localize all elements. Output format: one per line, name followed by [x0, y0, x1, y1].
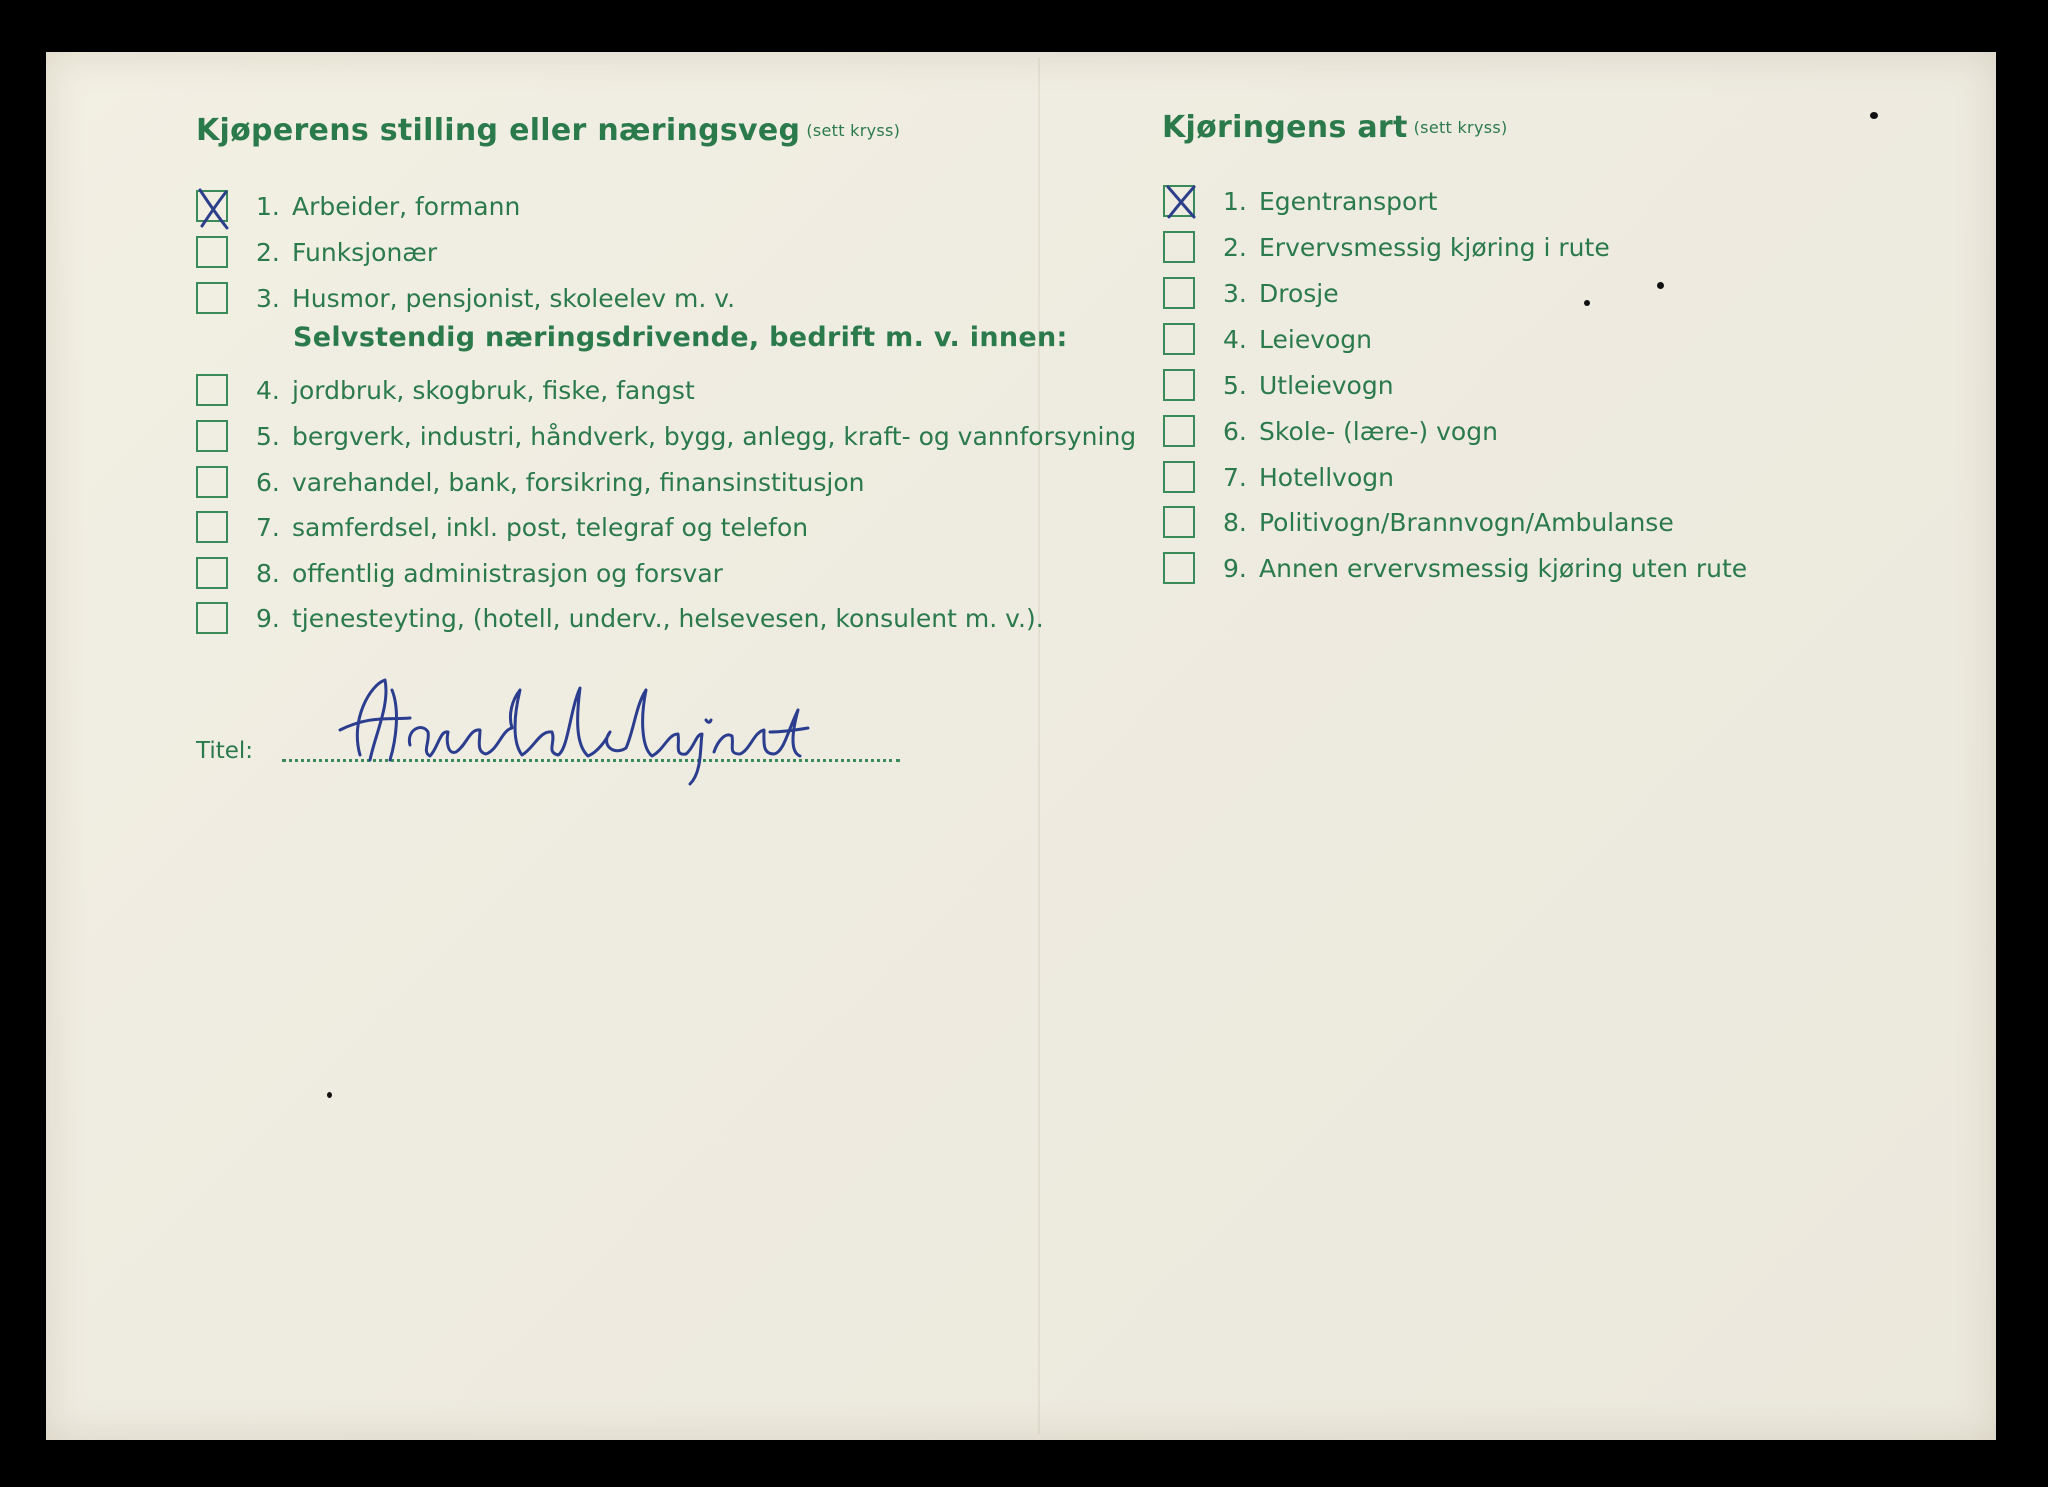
- driving-num-4: 4.: [1223, 325, 1247, 354]
- driving-num-8: 8.: [1223, 508, 1247, 537]
- driving-label-9: Annen ervervsmessig kjøring uten rute: [1259, 554, 1748, 583]
- buyer-occupation-heading: [196, 113, 900, 148]
- occupation-label-7: samferdsel, inkl. post, telegraf og telefon: [292, 513, 809, 542]
- driving-label-3: Drosje: [1259, 279, 1339, 308]
- driving-label-8: Politivogn/Brannvogn/Ambulanse: [1259, 508, 1674, 537]
- dust-speck: [327, 1092, 332, 1098]
- driving-checkbox-6[interactable]: [1163, 415, 1195, 447]
- occupation-label-9: tjenesteyting, (hotell, underv., helsevesen, konsulent m. v.).: [292, 604, 1044, 633]
- driving-checkbox-3[interactable]: [1163, 277, 1195, 309]
- self-employed-subheading: Selvstendig næringsdrivende, bedrift m. v. innen:: [293, 322, 1068, 353]
- driving-checkbox-8[interactable]: [1163, 506, 1195, 538]
- driving-checkbox-1[interactable]: [1163, 185, 1195, 217]
- driving-label-2: Ervervsmessig kjøring i rute: [1259, 233, 1610, 262]
- occupation-checkbox-5[interactable]: [196, 420, 228, 452]
- driving-num-9: 9.: [1223, 554, 1247, 583]
- driving-num-1: 1.: [1223, 187, 1247, 216]
- occupation-label-4: jordbruk, skogbruk, fiske, fangst: [292, 376, 695, 405]
- occupation-checkbox-1[interactable]: [196, 190, 228, 222]
- title-field-label: Titel:: [196, 738, 254, 764]
- driving-type-note: (sett kryss): [1413, 118, 1508, 137]
- driving-label-1: Egentransport: [1259, 187, 1438, 216]
- occupation-label-6: varehandel, bank, forsikring, finansinstitusjon: [292, 468, 865, 497]
- cross-mark-icon: [1161, 181, 1201, 225]
- occupation-label-2: Funksjonær: [292, 238, 438, 267]
- occupation-num-8: 8.: [256, 559, 280, 588]
- occupation-checkbox-6[interactable]: [196, 466, 228, 498]
- dust-speck: [1584, 300, 1590, 306]
- handwritten-title-signature: [330, 660, 810, 790]
- occupation-checkbox-8[interactable]: [196, 557, 228, 589]
- occupation-num-7: 7.: [256, 513, 280, 542]
- occupation-checkbox-7[interactable]: [196, 511, 228, 543]
- driving-type-heading-text: Kjøringens art: [1162, 110, 1408, 145]
- occupation-checkbox-4[interactable]: [196, 374, 228, 406]
- buyer-occupation-heading-text: Kjøperens stilling eller næringsveg: [196, 113, 801, 148]
- occupation-num-1: 1.: [256, 192, 280, 221]
- driving-label-7: Hotellvogn: [1259, 463, 1394, 492]
- occupation-checkbox-9[interactable]: [196, 602, 228, 634]
- occupation-num-2: 2.: [256, 238, 280, 267]
- driving-num-7: 7.: [1223, 463, 1247, 492]
- driving-num-3: 3.: [1223, 279, 1247, 308]
- dust-speck: [1870, 112, 1878, 119]
- driving-label-5: Utleievogn: [1259, 371, 1394, 400]
- occupation-num-3: 3.: [256, 284, 280, 313]
- driving-num-5: 5.: [1223, 371, 1247, 400]
- occupation-num-5: 5.: [256, 422, 280, 451]
- occupation-checkbox-2[interactable]: [196, 236, 228, 268]
- driving-checkbox-5[interactable]: [1163, 369, 1195, 401]
- paper-fold: [1038, 58, 1040, 1434]
- occupation-num-4: 4.: [256, 376, 280, 405]
- occupation-label-8: offentlig administrasjon og forsvar: [292, 559, 723, 588]
- driving-type-heading: [1162, 110, 1508, 145]
- buyer-occupation-note: (sett kryss): [806, 121, 901, 140]
- cross-mark-icon: [194, 186, 234, 230]
- driving-checkbox-7[interactable]: [1163, 461, 1195, 493]
- driving-checkbox-9[interactable]: [1163, 552, 1195, 584]
- occupation-num-9: 9.: [256, 604, 280, 633]
- driving-label-6: Skole- (lære-) vogn: [1259, 417, 1498, 446]
- occupation-num-6: 6.: [256, 468, 280, 497]
- driving-checkbox-4[interactable]: [1163, 323, 1195, 355]
- occupation-checkbox-3[interactable]: [196, 282, 228, 314]
- occupation-label-3: Husmor, pensjonist, skoleelev m. v.: [292, 284, 736, 313]
- driving-label-4: Leievogn: [1259, 325, 1373, 354]
- driving-num-6: 6.: [1223, 417, 1247, 446]
- dust-speck: [1657, 282, 1664, 289]
- occupation-label-5: bergverk, industri, håndverk, bygg, anlegg, kraft- og vannforsyning: [292, 422, 1137, 451]
- occupation-label-1: Arbeider, formann: [292, 192, 521, 221]
- driving-num-2: 2.: [1223, 233, 1247, 262]
- driving-checkbox-2[interactable]: [1163, 231, 1195, 263]
